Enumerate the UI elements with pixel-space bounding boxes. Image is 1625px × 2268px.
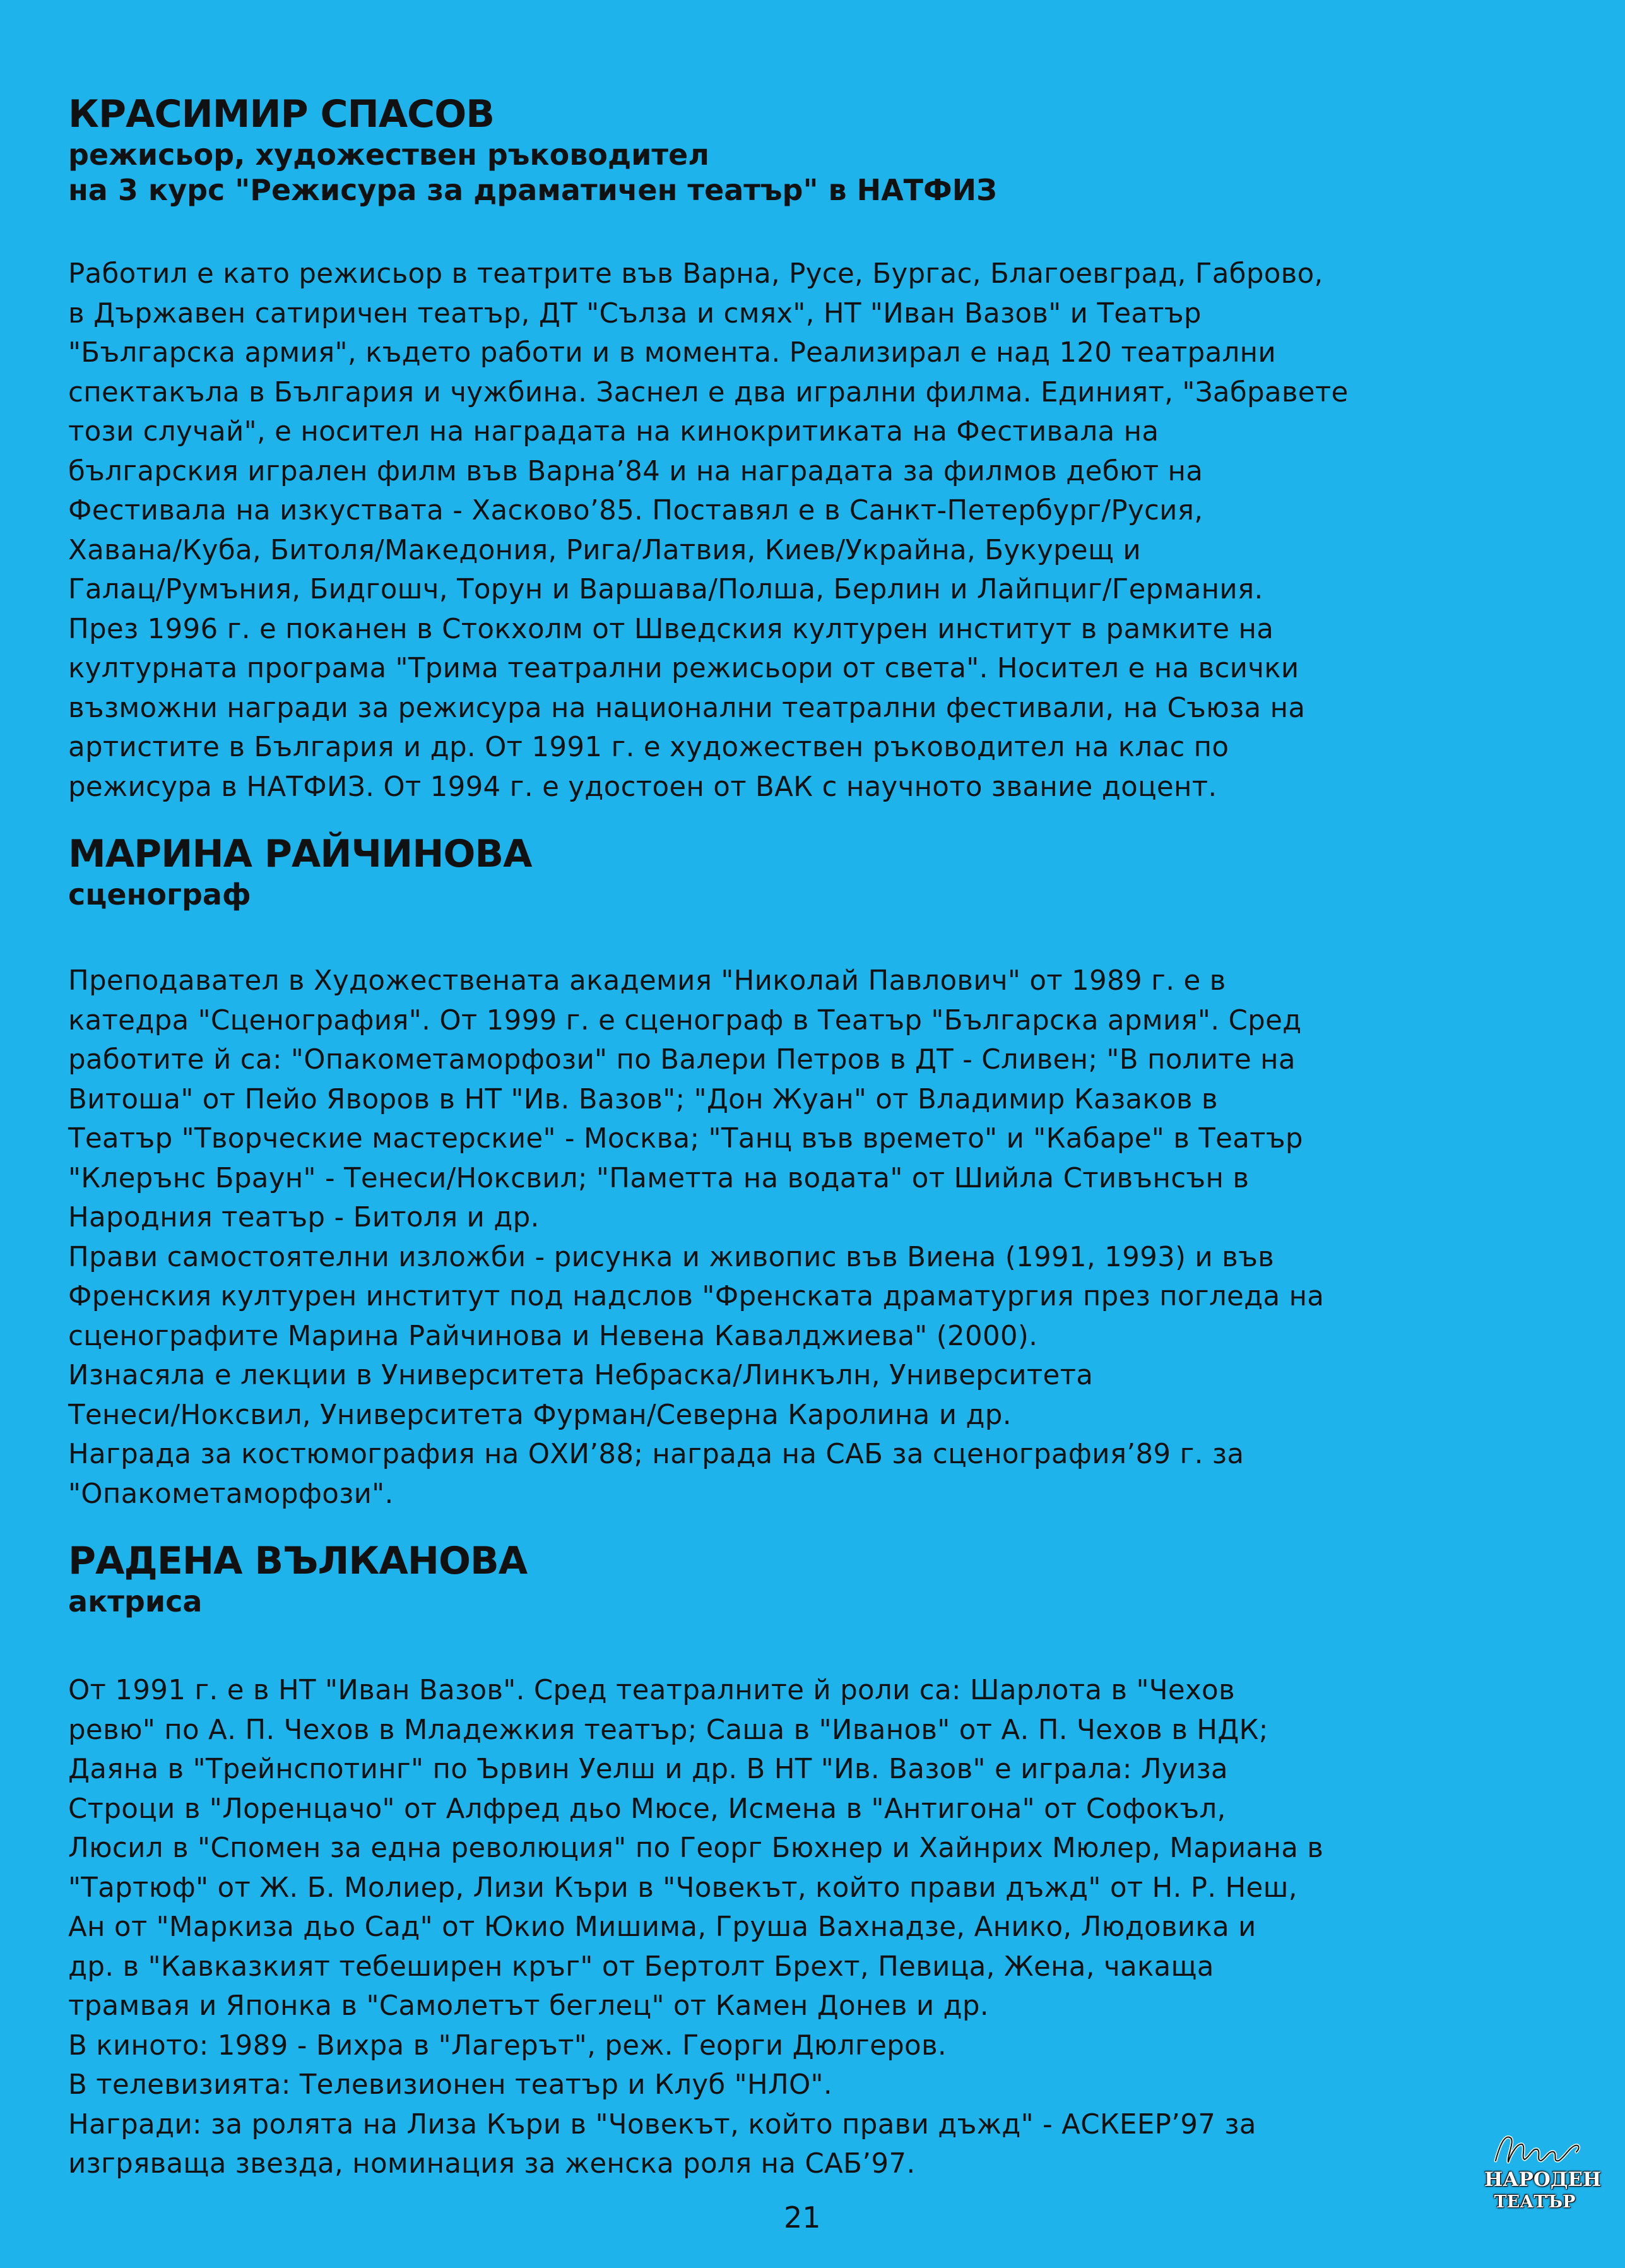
bio-line: Витоша" от Пейо Яворов в НТ "Ив. Вазов"; "Дон Жуан" от Владимир Казаков в xyxy=(68,1083,1218,1115)
bio-section-marina-raychinova xyxy=(68,831,1501,1514)
page-number: 21 xyxy=(784,2200,821,2235)
bio-line: "Клерънс Браун" - Тенеси/Ноксвил; "Паметта на водата" от Шийла Стивънсън в xyxy=(68,1162,1250,1194)
bio-line: Френския културен институт под надслов "Френската драматургия през погледа на xyxy=(68,1281,1325,1312)
bio-line: този случай", е носител на наградата на кинокритиката на Фестивала на xyxy=(68,416,1159,448)
bio-line: в Държавен сатиричен театър, ДТ "Сълза и смях", НТ "Иван Вазов" и Театър xyxy=(68,297,1202,330)
bio-text xyxy=(68,1671,1501,2184)
bio-line: Галац/Румъния, Бидгошч, Торун и Варшава/Полша, Берлин и Лайпциг/Германия. xyxy=(68,574,1263,605)
bio-line: "Опакометаморфози". xyxy=(68,1478,394,1510)
bio-line: работите й са: "Опакометаморфози" по Валери Петров в ДТ - Сливен; "В полите на xyxy=(68,1044,1296,1076)
bio-text xyxy=(68,961,1501,1514)
bio-line: режисура в НАТФИЗ. От 1994 г. е удостоен от ВАК с научното звание доцент. xyxy=(68,771,1217,803)
person-role xyxy=(68,877,1501,912)
bio-line: Награди: за ролята на Лиза Къри в "Човекът, който прави дъжд" - АСКЕЕР’97 за xyxy=(68,2108,1256,2140)
bio-line: сценографите Марина Райчинова и Невена Кавалджиева" (2000). xyxy=(68,1320,1038,1352)
bio-line: Строци в "Лоренцачо" от Алфред дьо Мюсе, Исмена в "Антигона" от Софокъл, xyxy=(68,1793,1226,1825)
bio-line: изгряваща звезда, номинация за женска роля на САБ’97. xyxy=(68,2148,916,2180)
bio-line: Тенеси/Ноксвил, Университета Фурман/Северна Каролина и др. xyxy=(68,1399,1012,1431)
logo-text-line1: НАРОДЕН xyxy=(1484,2168,1602,2191)
bio-line: Народния театър - Битоля и др. xyxy=(68,1202,540,1233)
bio-line: В телевизията: Телевизионен театър и Клуб "НЛО". xyxy=(68,2069,832,2101)
role-line: на 3 курс "Режисура за драматичен театър" в НАТФИЗ xyxy=(68,173,997,207)
bio-line: "Тартюф" от Ж. Б. Молиер, Лизи Къри в "Човекът, който прави дъжд" от Н. Р. Неш, xyxy=(68,1872,1297,1904)
bio-line: "Българска армия", където работи и в момента. Реализирал е над 120 театрални xyxy=(68,337,1276,369)
bio-line: катедра "Сценография". От 1999 г. е сценограф в Театър "Българска армия". Сред xyxy=(68,1004,1302,1036)
bio-line: Преподавател в Художествената академия "Николай Павлович" от 1989 г. е в xyxy=(68,965,1226,997)
bio-line: Даяна в "Трейнспотинг" по Ървин Уелш и др. В НТ "Ив. Вазов" е играла: Луиза xyxy=(68,1754,1228,1785)
bio-text xyxy=(68,254,1501,807)
bio-line: културната програма "Трима театрални режисьори от света". Носител е на всички xyxy=(68,653,1299,684)
bio-line: Ан от "Маркиза дьо Сад" от Юкио Мишима, Груша Вахнадзе, Анико, Людовика и xyxy=(68,1911,1256,1943)
bio-line: българския игрален филм във Варна’84 и на наградата за филмов дебют на xyxy=(68,455,1203,487)
role-line: режисьор, художествен ръководител xyxy=(68,138,709,172)
person-role xyxy=(68,137,1501,208)
bio-line: От 1991 г. е в НТ "Иван Вазов". Сред театралните й роли са: Шарлота в "Чехов xyxy=(68,1675,1235,1706)
bio-line: Хавана/Куба, Битоля/Македония, Рига/Латвия, Киев/Украйна, Букурещ и xyxy=(68,534,1141,566)
person-name: КРАСИМИР СПАСОВ xyxy=(68,92,494,136)
person-name: РАДЕНА ВЪЛКАНОВА xyxy=(68,1539,528,1583)
bio-line: артистите в България и др. От 1991 г. е художествен ръководител на клас по xyxy=(68,732,1229,763)
logo-text-line2: ТЕАТЪР xyxy=(1494,2192,1576,2212)
bio-line: През 1996 г. е поканен в Стокхолм от Шведския културен институт в рамките на xyxy=(68,613,1274,645)
bio-line: Прави самостоятелни изложби - рисунка и живопис във Виена (1991, 1993) и във xyxy=(68,1241,1275,1273)
bio-section-radena-valkanova xyxy=(68,1538,1501,2184)
bio-line: Люсил в "Спомен за една революция" по Георг Бюхнер и Хайнрих Мюлер, Мариана в xyxy=(68,1832,1324,1864)
signature-icon xyxy=(1489,2129,1584,2171)
bio-line: Изнасяла е лекции в Университета Небраска/Линкълн, Университета xyxy=(68,1360,1094,1391)
role-line: сценограф xyxy=(68,877,251,911)
person-name: МАРИНА РАЙЧИНОВА xyxy=(68,832,532,876)
bio-line: трамвая и Японка в "Самолетът беглец" от Камен Донев и др. xyxy=(68,1990,989,2022)
bio-line: ревю" по А. П. Чехов в Младежкия театър; Саша в "Иванов" от А. П. Чехов в НДК; xyxy=(68,1714,1268,1746)
person-role xyxy=(68,1584,1501,1619)
bio-line: В киното: 1989 - Вихра в "Лагерът", реж. Георги Дюлгеров. xyxy=(68,2029,947,2062)
national-theatre-logo xyxy=(1484,2129,1602,2224)
bio-line: Награда за костюмография на ОХИ’88; награда на САБ за сценография’89 г. за xyxy=(68,1439,1244,1470)
bio-line: Работил е като режисьор в театрите във Варна, Русе, Бургас, Благоевград, Габрово, xyxy=(68,258,1323,290)
bio-line: др. в "Кавказкият тебеширен кръг" от Бертолт Брехт, Певица, Жена, чакаща xyxy=(68,1950,1214,1983)
bio-line: Фестивала на изкуствата - Хасково’85. Поставял е в Санкт-Петербург/Русия, xyxy=(68,495,1203,526)
bio-line: възможни награди за режисура на национални театрални фестивали, на Съюза на xyxy=(68,692,1306,724)
bio-section-krasimir-spasov xyxy=(68,92,1501,807)
bio-line: Театър "Творческие мастерские" - Москва; "Танц във времето" и "Кабаре" в Театър xyxy=(68,1123,1303,1155)
role-line: актриса xyxy=(68,1584,203,1618)
bio-line: спектакъла в България и чужбина. Заснел е два игрални филма. Единият, "Забравете xyxy=(68,376,1349,408)
